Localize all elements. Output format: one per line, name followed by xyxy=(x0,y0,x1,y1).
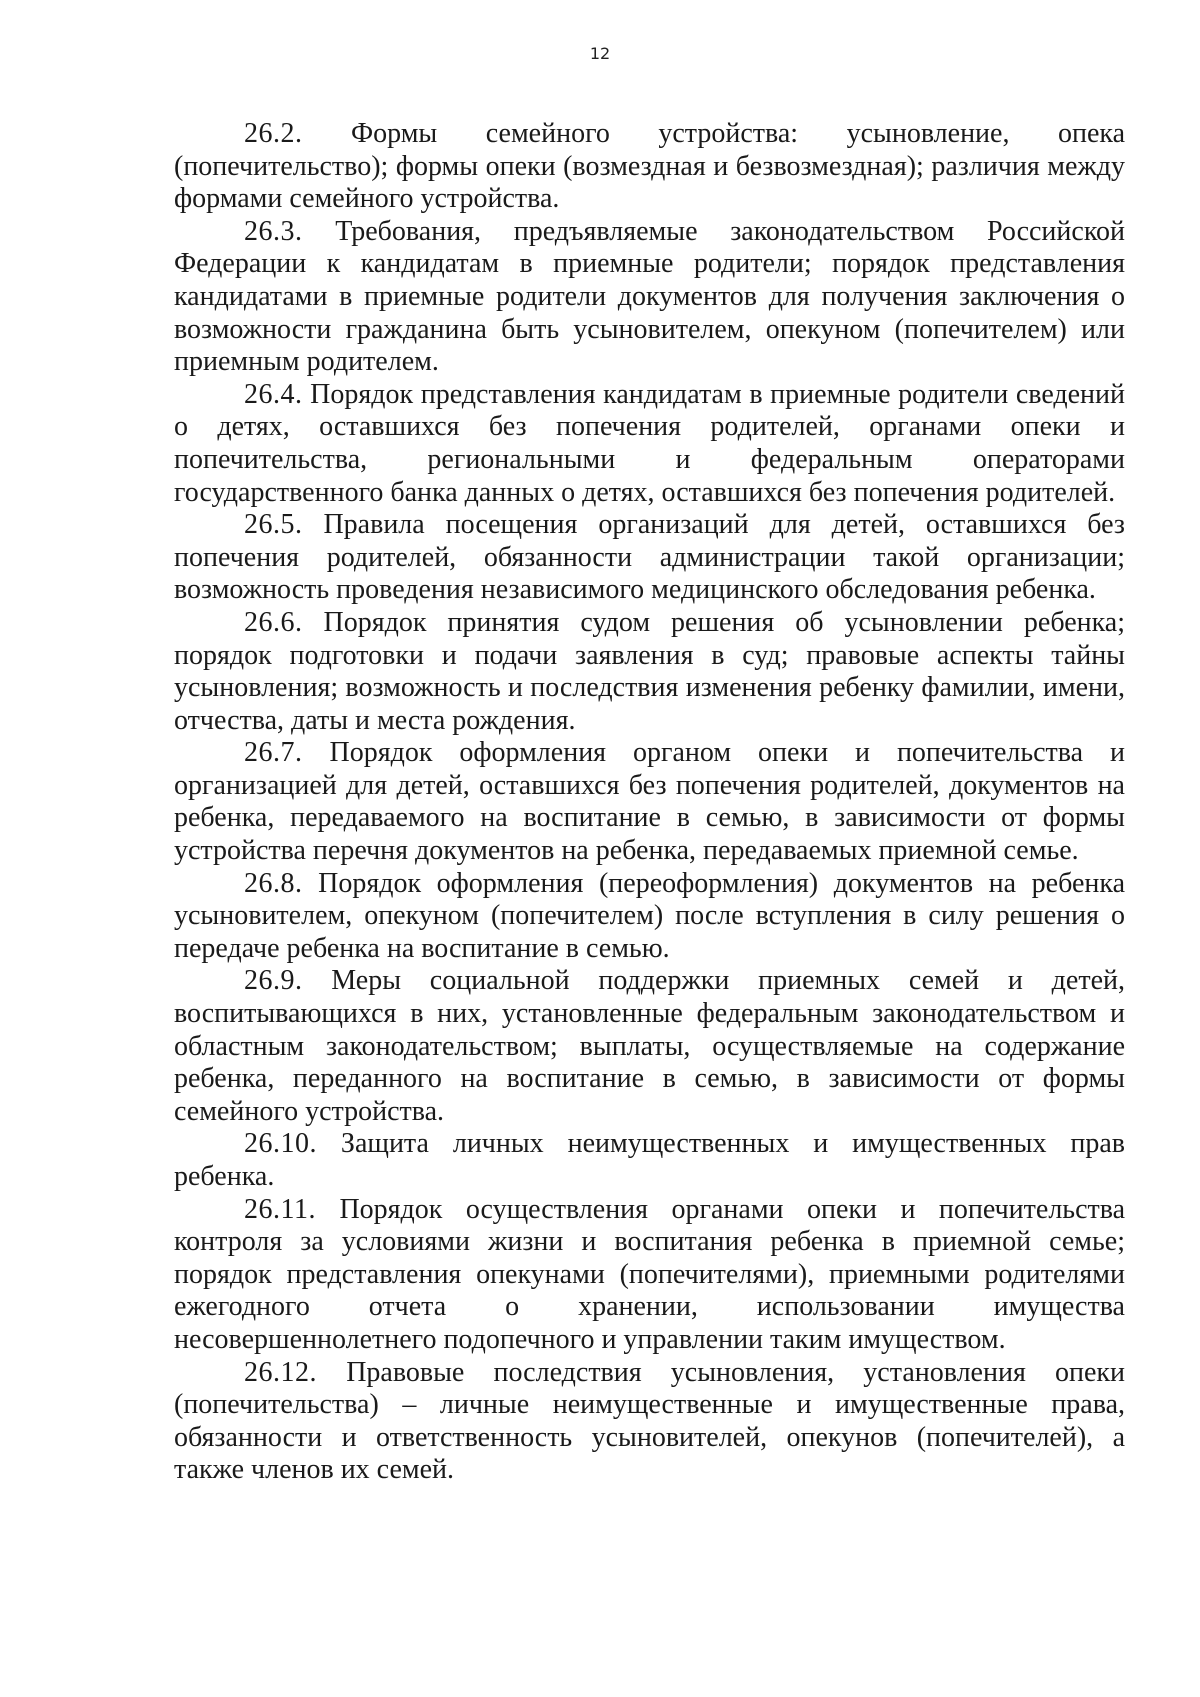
paragraph-26-11 xyxy=(174,1194,1125,1357)
paragraph-text: Меры социальной поддержки приемных семей и детей, воспитывающихся в них, установленные федеральным законодательством и областным законодательством; выплаты, осуществляемые на содержание ребенка, переданного на воспитание в семью, в зависимости от формы семейного устройства. xyxy=(174,965,1125,1127)
paragraph-number: 26.6. xyxy=(244,606,303,638)
paragraph-number: 26.9. xyxy=(244,965,303,997)
paragraph-26-3 xyxy=(174,216,1125,379)
paragraph-26-6 xyxy=(174,607,1125,737)
paragraph-text: Правовые последствия усыновления, установления опеки (попечительства) – личные неимущественные и имущественные права, обязанности и ответственность усыновителей, опекунов (попечителей), а также членов их семей. xyxy=(174,1356,1126,1486)
paragraph-number: 26.4. xyxy=(244,378,303,410)
page-number: 12 xyxy=(589,44,611,63)
paragraph-text: Порядок принятия судом решения об усыновлении ребенка; порядок подготовки и подачи заявления в суд; правовые аспекты тайны усыновления; возможность и последствия изменения ребенку фамилии, имени, отчества, даты и места рождения. xyxy=(174,606,1126,736)
paragraph-text: Порядок оформления органом опеки и попечительства и организацией для детей, оставшихся без попечения родителей, документов на ребенка, передаваемого на воспитание в семью, в зависимости от формы устройства перечня документов на ребенка, передаваемых приемной семье. xyxy=(174,737,1126,867)
paragraph-number: 26.8. xyxy=(244,867,303,899)
paragraph-text: Требования, предъявляемые законодательством Российской Федерации к кандидатам в приемные родители; порядок представления кандидатами в приемные родители документов для получения заключения о возможности гражданина быть усыновителем, опекуном (попечителем) или приемным родителем. xyxy=(174,215,1125,378)
paragraph-number: 26.3. xyxy=(244,215,303,247)
paragraph-26-12 xyxy=(174,1357,1125,1487)
paragraph-text: Порядок осуществления органами опеки и попечительства контроля за условиями жизни и воспитания ребенка в приемной семье; порядок представления опекунами (попечителями), приемными родителями ежегодного отчета о хранении, использовании имущества несовершеннолетнего подопечного и управлении таким имуществом. xyxy=(174,1193,1126,1355)
document-body xyxy=(174,118,1125,1487)
paragraph-number: 26.2. xyxy=(244,118,303,149)
paragraph-text: Защита личных неимущественных и имущественных прав ребенка. xyxy=(174,1128,1125,1192)
paragraph-26-4 xyxy=(174,379,1125,509)
paragraph-text: Правила посещения организаций для детей, оставшихся без попечения родителей, обязанности администрации такой организации; возможность проведения независимого медицинского обследования ребенка. xyxy=(174,509,1125,606)
paragraph-26-8 xyxy=(174,868,1125,966)
paragraph-number: 26.12. xyxy=(244,1356,317,1388)
paragraph-number: 26.11. xyxy=(244,1193,316,1225)
paragraph-26-7 xyxy=(174,737,1125,867)
paragraph-26-9 xyxy=(174,965,1125,1128)
paragraph-26-10 xyxy=(174,1128,1125,1193)
paragraph-text: Формы семейного устройства: усыновление, опека (попечительство); формы опеки (возмездная и безвозмездная); различия между формами семейного устройства. xyxy=(174,118,1125,215)
paragraph-26-2 xyxy=(174,118,1125,216)
paragraph-26-5 xyxy=(174,509,1125,607)
paragraph-number: 26.5. xyxy=(244,509,303,541)
paragraph-number: 26.7. xyxy=(244,737,303,769)
paragraph-number: 26.10. xyxy=(244,1128,317,1160)
paragraph-text: Порядок оформления (переоформления) документов на ребенка усыновителем, опекуном (попечителем) после вступления в силу решения о передаче ребенка на воспитание в семью. xyxy=(174,867,1125,964)
paragraph-text: Порядок представления кандидатам в приемные родители сведений о детях, оставшихся без попечения родителей, органами опеки и попечительства, региональными и федеральным операторами государственного банка данных о детях, оставшихся без попечения родителей. xyxy=(174,378,1126,508)
